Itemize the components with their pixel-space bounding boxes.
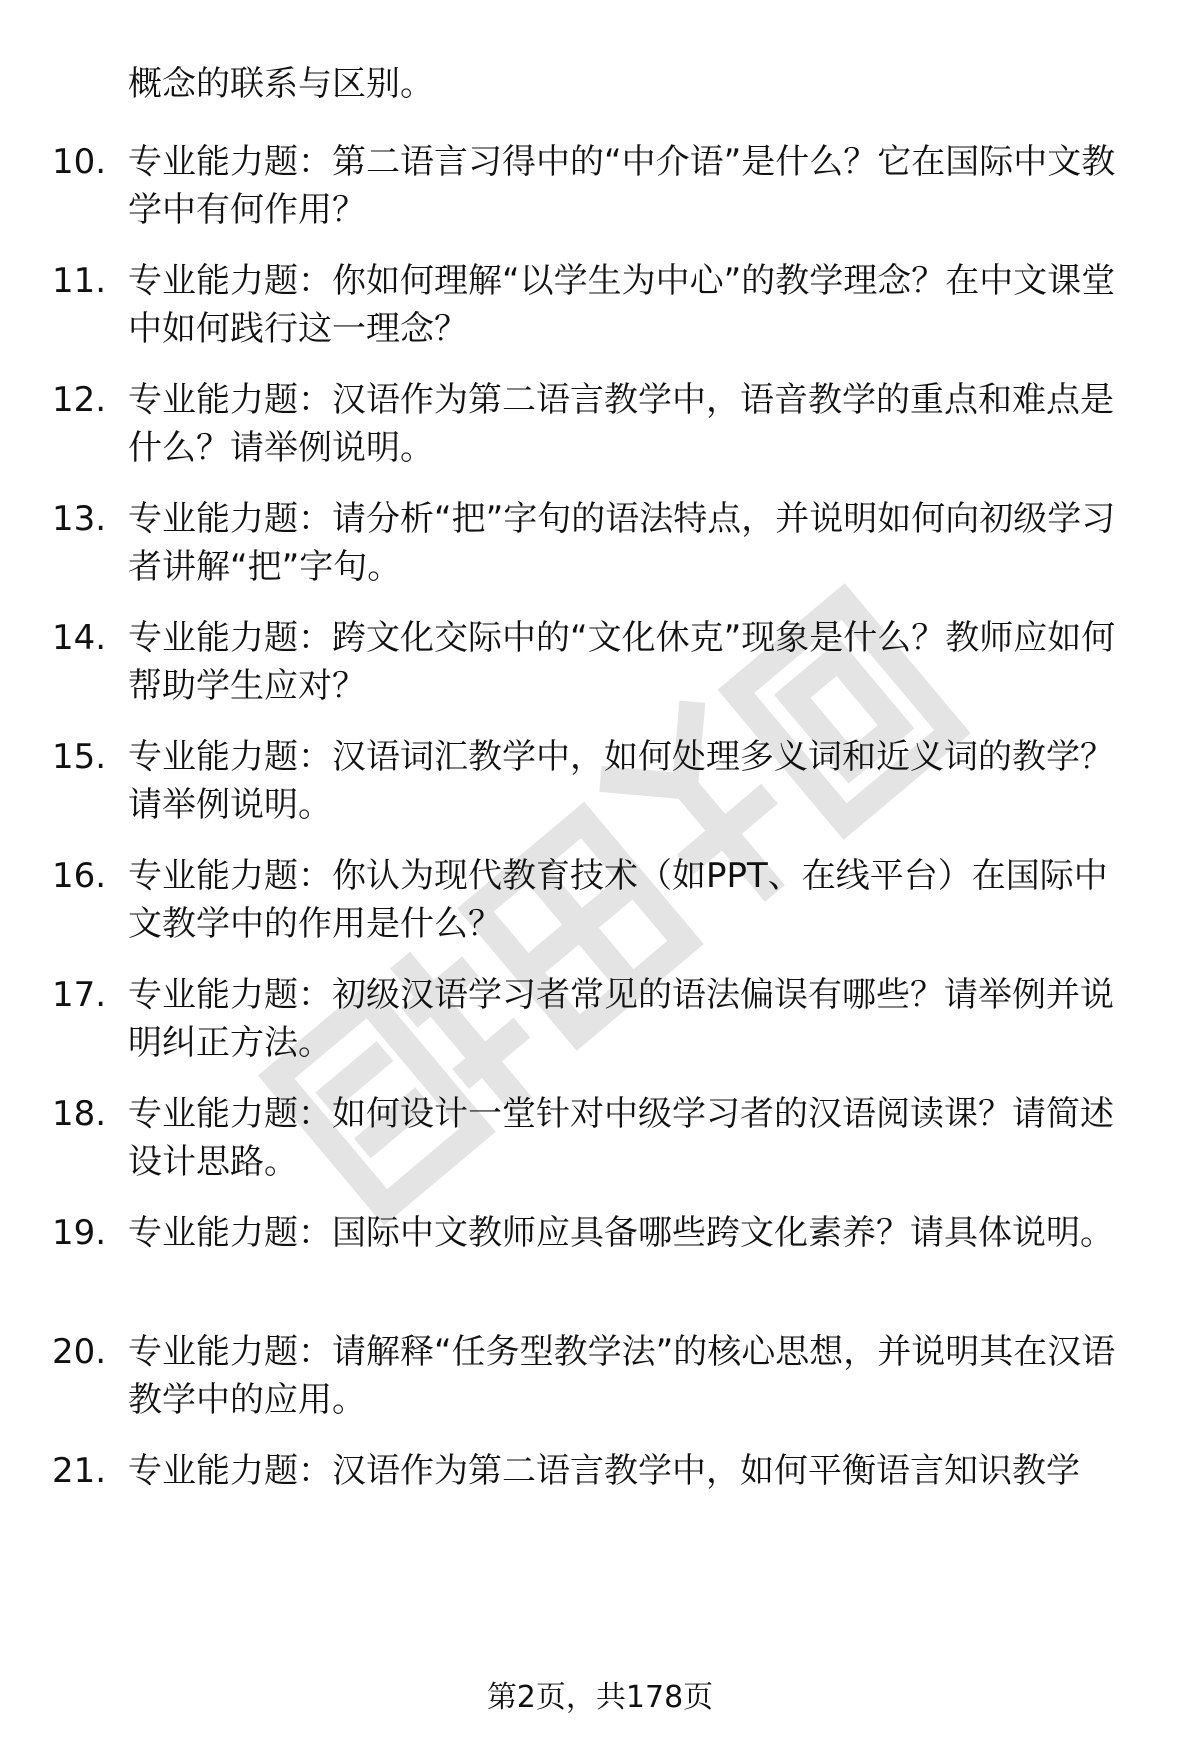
question-number: 20. [52, 1332, 107, 1372]
list-item [0, 852, 1200, 952]
question-text: 专业能力题：请解释“任务型教学法”的核心思想，并说明其在汉语教学中的应用。 [128, 1332, 1116, 1420]
question-number: 18. [52, 1094, 107, 1134]
list-item [0, 376, 1200, 476]
question-text: 专业能力题：国际中文教师应具备哪些跨文化素养？请具体说明。 [128, 1213, 1114, 1253]
question-text: 专业能力题：你如何理解“以学生为中心”的教学理念？在中文课堂中如何践行这一理念？ [128, 261, 1116, 349]
question-number: 17. [52, 975, 107, 1015]
question-text: 专业能力题：汉语作为第二语言教学中，语音教学的重点和难点是什么？请举例说明。 [128, 380, 1114, 468]
question-number: 10. [52, 142, 107, 182]
list-item [0, 733, 1200, 833]
question-number: 14. [52, 618, 107, 658]
list-item [0, 971, 1200, 1071]
question-text: 专业能力题：汉语作为第二语言教学中，如何平衡语言知识教学 [128, 1451, 1080, 1491]
question-number: 11. [52, 261, 107, 301]
question-text: 专业能力题：初级汉语学习者常见的语法偏误有哪些？请举例并说明纠正方法。 [128, 975, 1114, 1063]
question-number: 16. [52, 856, 107, 896]
question-number: 15. [52, 737, 107, 777]
question-text: 专业能力题：汉语词汇教学中，如何处理多义词和近义词的教学？请举例说明。 [128, 737, 1114, 825]
question-text: 专业能力题：请分析“把”字句的语法特点，并说明如何向初级学习者讲解“把”字句。 [128, 499, 1116, 587]
list-item [0, 1447, 1200, 1507]
continuation-text: 概念的联系与区别。 [128, 64, 434, 104]
question-number: 21. [52, 1451, 107, 1491]
list-item [0, 1209, 1200, 1309]
list-item [0, 495, 1200, 595]
question-text: 专业能力题：你认为现代教育技术（如PPT、在线平台）在国际中文教学中的作用是什么？ [128, 856, 1108, 944]
question-number: 12. [52, 380, 107, 420]
page-footer: 第2页，共178页 [486, 1680, 714, 1715]
list-item [0, 614, 1200, 714]
question-number: 13. [52, 499, 107, 539]
question-text: 专业能力题：如何设计一堂针对中级学习者的汉语阅读课？请简述设计思路。 [128, 1094, 1114, 1182]
list-item [0, 138, 1200, 238]
list-item [0, 1328, 1200, 1428]
question-number: 19. [52, 1213, 107, 1253]
question-text: 专业能力题：第二语言习得中的“中介语”是什么？它在国际中文教学中有何作用？ [128, 142, 1116, 230]
list-item [0, 1090, 1200, 1190]
question-text: 专业能力题：跨文化交际中的“文化休克”现象是什么？教师应如何帮助学生应对？ [128, 618, 1116, 706]
list-item [0, 257, 1200, 357]
